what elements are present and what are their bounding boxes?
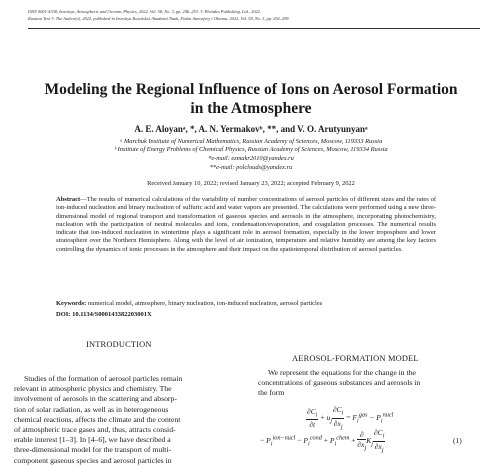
doi <box>56 311 446 319</box>
equation-number: (1) <box>453 436 462 445</box>
email-2: **e-mail: polclouds@yandex.ru <box>209 164 293 171</box>
header-line-1: ISSN 0001-4338, Izvestiya, Atmospheric and Oceanic Physics, 2022, Vol. 58, No. 3, pp. 246–253. © Pleiades Publishing, Ltd., 2022. <box>28 9 262 14</box>
frac-dc-dt: $\frac{\partial C_i}{\partial t}$ <box>307 406 318 430</box>
introduction-heading: INTRODUCTION <box>86 340 152 349</box>
abstract-text: —The results of numerical calculations of the variability of number concentrations of aerosol particles of different sizes and the rates of ion-induced nucleation and binary nucleation of sulfuric acid and water vapors are presented. The calculations were performed using a new three-dimensional model of regional transport and transformation of gaseous species and aerosols in the atmosphere, incorporating photochemistry, nucleation with the participation of neutral molecules and ions, condensation/evaporation, and coagulation processes. The numerical results indicate that ion-induced nucleation in wintertime plays a significant role in aerosol formation, especially in the lower troposphere and lower stratosphere over the Northern Hemisphere. Along with the level of air ionization, temperature and relative humidity are among the key factors controlling the dynamics of ionic processes in the atmosphere and their impact on the spatiotemporal distribution of aerosol particles. <box>56 196 436 253</box>
title-line-2: in the Atmosphere <box>190 100 312 117</box>
abstract <box>56 196 436 254</box>
author-list: A. E. Aloyanᵃ, *, A. N. Yermakovᵇ, **, and V. O. Arutyunyanᵃ <box>134 124 368 134</box>
title-line-1: Modeling the Regional Influence of Ions on Aerosol Formation <box>44 81 458 98</box>
paper-title <box>36 80 466 118</box>
keywords-text: numerical model, atmosphere, binary nucleation, ion-induced nucleation, aerosol particles <box>87 300 323 307</box>
model-text <box>258 368 480 399</box>
intro-line: involvement of aerosols in the scattering and absorp- <box>14 394 177 404</box>
model-line: the form <box>258 388 285 398</box>
intro-line: tion of solar radiation, as well as in heterogeneous <box>14 404 169 414</box>
keywords <box>56 300 446 308</box>
model-line: We represent the equations for the change in the <box>268 368 416 377</box>
email-1: *e-mail: ezmakr2010@yandex.ru <box>208 155 294 162</box>
frac-dc-dx-2: $\frac{\partial C_i}{\partial x_j}$ <box>373 428 385 453</box>
intro-line: relevant in atmospheric physics and chemistry. The <box>14 384 172 394</box>
affiliation-1: ᵃ Marchuk Institute of Numerical Mathematics, Russian Academy of Sciences, Moscow, 119333 Russia <box>119 138 383 145</box>
model-heading: AEROSOL-FORMATION MODEL <box>292 354 419 363</box>
intro-line: component gaseous species and aerosol particles in <box>14 455 172 465</box>
equation-1-row-1: $\frac{\partial C_i}{\partial t}$ + $u_j$ $\frac{\partial C_i}{\partial x_j}$ = $F_i^{gas} - P_i^{nucl}$ <box>307 405 394 430</box>
received-dates: Received January 10, 2022; revised January 23, 2022; accepted February 9, 2022 <box>147 180 355 187</box>
intro-line: chemical reactions, affects the climate and the content <box>14 414 181 424</box>
equation-1-row-2: − $P_i^{ion-nucl} - P_i^{cond} + P_i^{chem}$ + $\frac{\partial}{\partial x_j}$ $K_j$ $\frac{\partial C_i}{\partial x_j}$ <box>260 428 385 453</box>
doi-text: 10.1134/S000143382203001X <box>72 311 152 318</box>
keywords-label: Keywords: <box>56 300 87 307</box>
intro-line: three-dimensional model for the transport of multi- <box>14 445 172 455</box>
intro-line: Studies of the formation of aerosol particles remain <box>24 374 183 383</box>
intro-line: of atmospheric trace gases and, thus, attracts consid- <box>14 425 176 435</box>
abstract-label: Abstract <box>56 196 81 203</box>
frac-d-dx: $\frac{\partial}{\partial x_j}$ <box>357 429 367 452</box>
header-rule <box>28 28 480 29</box>
journal-header <box>28 8 480 22</box>
intro-line: erable interest [1–3]. In [4–6], we have described a <box>14 435 171 445</box>
affiliation-2: ᵇ Institute of Energy Problems of Chemical Physics, Russian Academy of Sciences, Moscow, 119334 Russia <box>114 146 388 153</box>
introduction-text <box>14 374 246 466</box>
frac-dc-dx: $\frac{\partial C_i}{\partial x_j}$ <box>332 405 344 430</box>
header-line-2: Russian Text © The Author(s), 2022, published in Izvestiya Rossiiskoi Akademii Nauk, Fizika Atmosfery i Okeana, 2022, Vol. 58, No. 3, pp. 292–299. <box>28 16 290 21</box>
model-line: concentrations of gaseous substances and aerosols in <box>258 378 421 388</box>
doi-label: DOI: <box>56 311 71 318</box>
